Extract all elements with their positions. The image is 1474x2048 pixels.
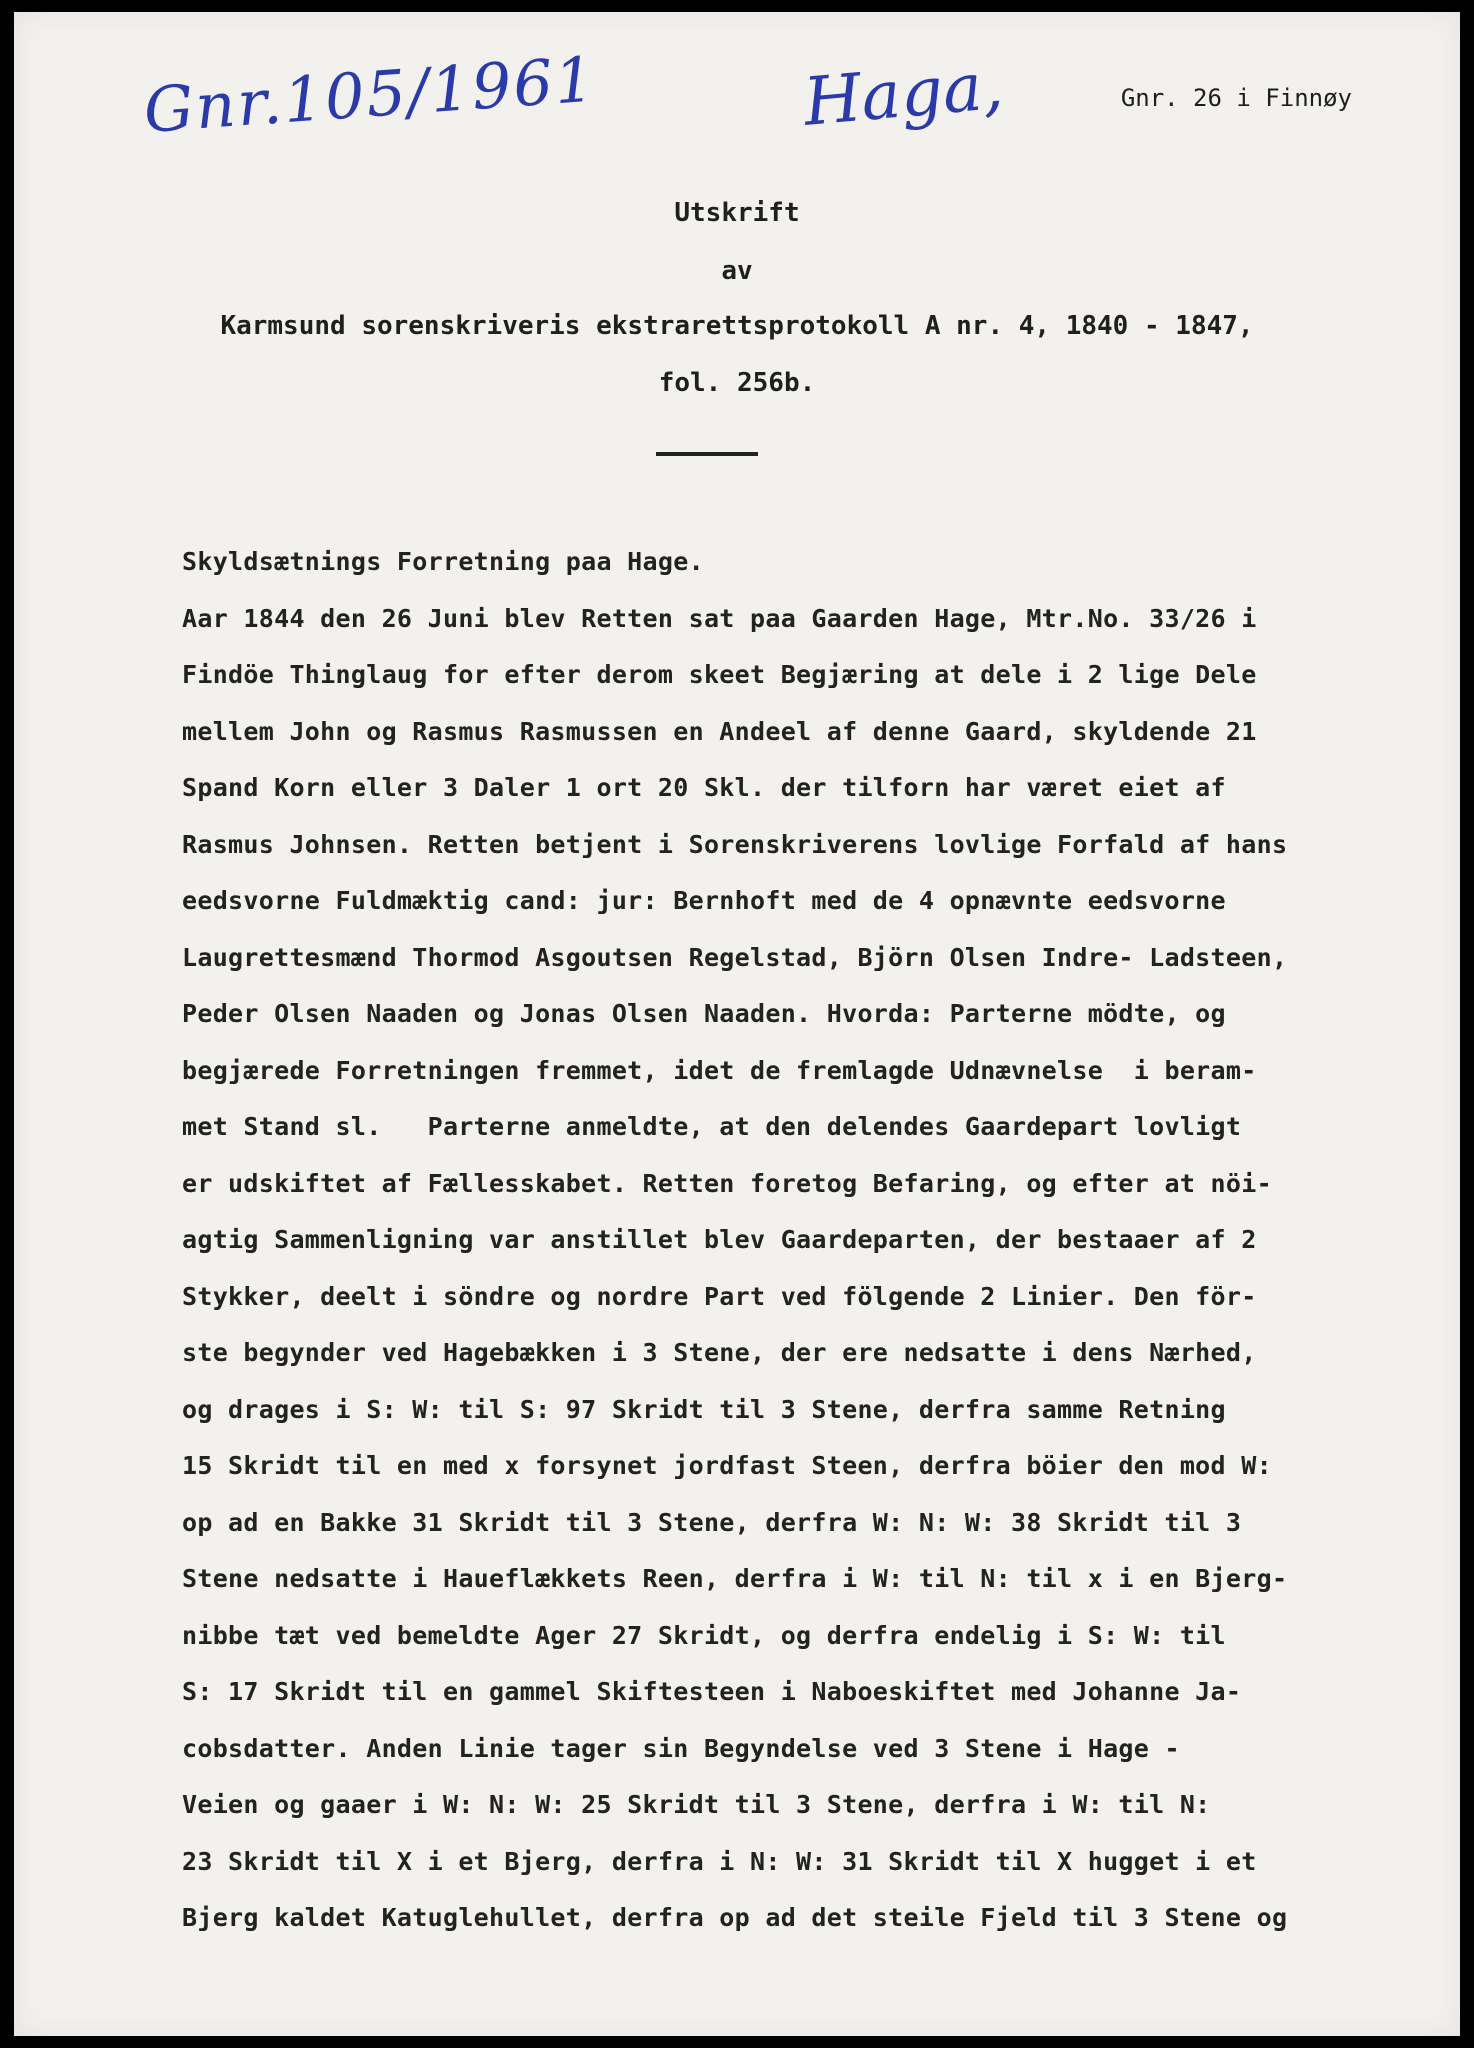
body-line: Findöe Thinglaug for efter derom skeet Begjæring at dele i 2 lige Dele — [182, 660, 1257, 689]
body-line: op ad en Bakke 31 Skridt til 3 Stene, derfra W: N: W: 38 Skridt til 3 — [182, 1507, 1242, 1537]
body-line: cobsdatter. Anden Linie tager sin Begyndelse ved 3 Stene i Hage - — [182, 1733, 1180, 1763]
body-line: 23 Skridt til X i et Bjerg, derfra i N: W: 31 Skridt til X hugget i et — [182, 1846, 1257, 1876]
body-line: er udskiftet af Fællesskabet. Retten foretog Befaring, og efter at nöi- — [182, 1168, 1272, 1198]
body-line: begjærede Forretningen fremmet, idet de fremlagde Udnævnelse i beram- — [182, 1055, 1257, 1085]
body-line: Stene nedsatte i Haueflækkets Reen, derfra i W: til N: til x i en Bjerg- — [182, 1564, 1288, 1593]
body-line: S: 17 Skridt til en gammel Skiftesteen i Naboeskiftet med Johanne Ja- — [182, 1677, 1242, 1706]
body-line: ste begynder ved Hagebækken i 3 Stene, der ere nedsatte i dens Nærhed, — [182, 1338, 1257, 1367]
body-line: og drages i S: W: til S: 97 Skridt til 3 Stene, derfra samme Retning — [182, 1394, 1226, 1424]
title-line-1: Utskrift — [674, 198, 800, 228]
body-line: Aar 1844 den 26 Juni blev Retten sat paa Gaarden Hage, Mtr.No. 33/26 i — [182, 603, 1257, 633]
title-line-3: Karmsund sorenskriveris ekstrarettsprotokoll A nr. 4, 1840 - 1847, — [220, 311, 1254, 341]
handwritten-reference-number: Gnr.105/1961 — [141, 42, 599, 147]
body-line: Bjerg kaldet Katuglehullet, derfra op ad det steile Fjeld til 3 Stene og — [182, 1903, 1288, 1932]
body-line: Veien og gaaer i W: N: W: 25 Skridt til 3 Stene, derfra i W: til N: — [182, 1790, 1211, 1819]
body-line: Rasmus Johnsen. Retten betjent i Sorenskriverens lovlige Forfald af hans — [182, 829, 1288, 859]
body-line: eedsvorne Fuldmæktig cand: jur: Bernhoft med de 4 opnævnte eedsvorne — [182, 886, 1226, 915]
section-divider — [656, 452, 758, 456]
handwritten-farm-name: Haga, — [800, 46, 1007, 141]
body-line: Stykker, deelt i söndre og nordre Part ved fölgende 2 Linier. Den för- — [182, 1281, 1257, 1311]
body-line: agtig Sammenligning var anstillet blev Gaardeparten, der bestaaer af 2 — [182, 1225, 1257, 1254]
body-line: Skyldsætnings Forretning paa Hage. — [182, 547, 704, 576]
body-line: Spand Korn eller 3 Daler 1 ort 20 Skl. der tilforn har været eiet af — [182, 773, 1226, 802]
document-page — [14, 12, 1460, 2036]
body-line: 15 Skridt til en med x forsynet jordfast Steen, derfra böier den mod W: — [182, 1451, 1272, 1480]
farm-number-header: Gnr. 26 i Finnøy — [1120, 84, 1352, 112]
title-line-4: fol. 256b. — [658, 368, 816, 398]
body-text — [182, 534, 1422, 1947]
body-line: mellem John og Rasmus Rasmussen en Andeel af denne Gaard, skyldende 21 — [182, 716, 1257, 746]
title-line-2: av — [721, 256, 753, 286]
body-line: met Stand sl. Parterne anmeldte, at den delendes Gaardepart lovligt — [182, 1112, 1242, 1141]
body-line: Peder Olsen Naaden og Jonas Olsen Naaden. Hvorda: Parterne mödte, og — [182, 999, 1226, 1028]
body-line: nibbe tæt ved bemeldte Ager 27 Skridt, og derfra endelig i S: W: til — [182, 1620, 1226, 1650]
body-line: Laugrettesmænd Thormod Asgoutsen Regelstad, Björn Olsen Indre- Ladsteen, — [182, 942, 1288, 972]
